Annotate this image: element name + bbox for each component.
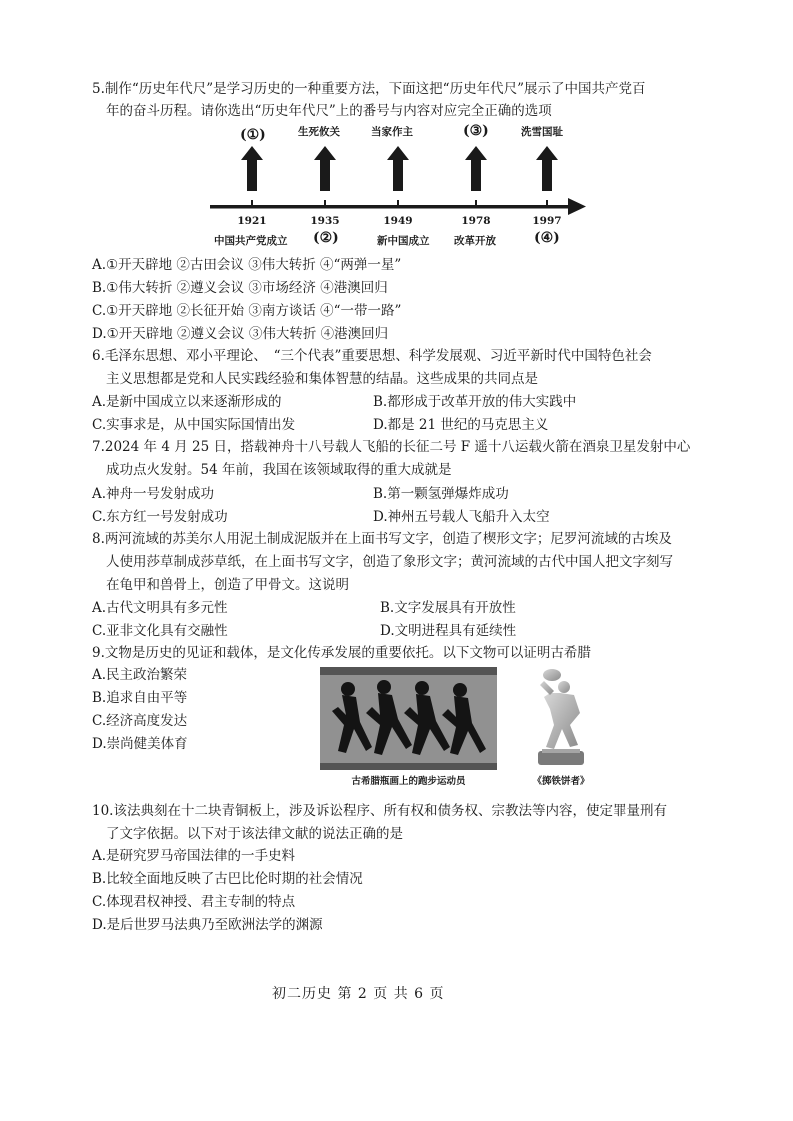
- timeline-bottom-label-2: (②): [313, 230, 339, 246]
- q8-option-a: A.古代文明具有多元性: [92, 600, 228, 616]
- page-footer: 初二历史 第 2 页 共 6 页: [272, 986, 445, 1002]
- timeline-bottom-label-1: 中国共产党成立: [214, 235, 288, 247]
- timeline-year-4: 1978: [461, 215, 491, 227]
- q10-option-c: C.体现君权神授、君主专制的特点: [92, 894, 296, 910]
- q9-option-d: D.崇尚健美体育: [92, 736, 188, 752]
- q7-stem-line2: 成功点火发射。54 年前，我国在该领域取得的重大成就是: [106, 462, 452, 478]
- timeline-arrow-1997: [536, 146, 558, 191]
- q8-option-d: D.文明进程具有延续性: [380, 623, 517, 639]
- q10-option-d: D.是后世罗马法典乃至欧洲法学的渊源: [92, 917, 323, 933]
- q10-option-b: B.比较全面地反映了古巴比伦时期的社会情况: [92, 871, 363, 887]
- q8-stem-line3: 在龟甲和兽骨上，创造了甲骨文。这说明: [106, 577, 349, 593]
- q7-option-a: A.神舟一号发射成功: [92, 486, 215, 502]
- timeline-arrow-1921: [241, 146, 263, 191]
- timeline-arrow-1935: [314, 146, 336, 191]
- discobolus-caption: 《掷铁饼者》: [532, 776, 590, 787]
- vase-painting-caption: 古希腊瓶画上的跑步运动员: [351, 776, 466, 787]
- timeline-top-label-1: (①): [240, 127, 266, 143]
- q5-option-d: D.①开天辟地 ②遵义会议 ③伟大转折 ④港澳回归: [92, 326, 389, 342]
- q10-option-a: A.是研究罗马帝国法律的一手史料: [92, 848, 296, 864]
- q5-stem-line2: 年的奋斗历程。请你选出“历史年代尺”上的番号与内容对应完全正确的选项: [106, 103, 552, 119]
- q8-option-c: C.亚非文化具有交融性: [92, 623, 228, 639]
- timeline-top-label-4: (③): [463, 123, 489, 139]
- q8-option-b: B.文字发展具有开放性: [380, 600, 516, 616]
- q6-option-d: D.都是 21 世纪的马克思主义: [373, 417, 549, 433]
- greek-vase-painting-image: [320, 667, 497, 770]
- q6-stem-line1: 6.毛泽东思想、邓小平理论、 “三个代表”重要思想、科学发展观、习近平新时代中国特色社会: [92, 348, 652, 364]
- q8-stem-line1: 8.两河流域的苏美尔人用泥土制成泥版并在上面书写文字，创造了楔形文字；尼罗河流域的古埃及: [92, 531, 672, 547]
- q7-option-b: B.第一颗氢弹爆炸成功: [373, 486, 509, 502]
- timeline-bottom-label-5: (④): [534, 230, 560, 246]
- timeline-axis: [210, 205, 572, 209]
- timeline-arrow-1949: [387, 146, 409, 191]
- history-timeline: [0, 0, 793, 260]
- q5-option-a: A.①开天辟地 ②古田会议 ③伟大转折 ④“两弹一星”: [92, 257, 402, 273]
- timeline-year-2: 1935: [310, 215, 340, 227]
- q6-option-b: B.都形成于改革开放的伟大实践中: [373, 394, 577, 410]
- q5-option-b: B.①伟大转折 ②遵义会议 ③市场经济 ④港澳回归: [92, 280, 388, 296]
- timeline-year-5: 1997: [532, 215, 562, 227]
- q9-option-b: B.追求自由平等: [92, 690, 188, 706]
- q5-option-c: C.①开天辟地 ②长征开始 ③南方谈话 ④“一带一路”: [92, 303, 402, 319]
- timeline-bottom-label-4: 改革开放: [454, 235, 496, 247]
- q9-option-a: A.民主政治繁荣: [92, 667, 188, 683]
- q9-option-c: C.经济高度发达: [92, 713, 188, 729]
- timeline-bottom-label-3: 新中国成立: [377, 235, 430, 247]
- q6-stem-line2: 主义思想都是党和人民实践经验和集体智慧的结晶。这些成果的共同点是: [106, 371, 538, 387]
- q9-stem-line1: 9.文物是历史的见证和载体，是文化传承发展的重要依托。以下文物可以证明古希腊: [92, 645, 591, 661]
- q5-stem-line1: 5.制作“历史年代尺”是学习历史的一种重要方法，下面这把“历史年代尺”展示了中国共产党百: [92, 81, 646, 97]
- q10-stem-line2: 了文字依据。以下对于该法律文献的说法正确的是: [106, 826, 403, 842]
- timeline-top-label-2: 生死攸关: [298, 126, 340, 138]
- q7-option-d: D.神州五号载人飞船升入太空: [373, 509, 550, 525]
- discobolus-statue-image: [530, 665, 592, 769]
- timeline-top-label-5: 洗雪国耻: [521, 126, 563, 138]
- q7-stem-line1: 7.2024 年 4 月 25 日，搭载神舟十八号载人飞船的长征二号 F 遥十八运载火箭在酒泉卫星发射中心: [92, 439, 691, 455]
- timeline-top-label-3: 当家作主: [371, 126, 413, 138]
- q7-option-c: C.东方红一号发射成功: [92, 509, 228, 525]
- q10-stem-line1: 10.该法典刻在十二块青铜板上，涉及诉讼程序、所有权和债务权、宗教法等内容，使定罪量刑有: [92, 803, 667, 819]
- timeline-arrow-1978: [465, 146, 487, 191]
- q6-option-a: A.是新中国成立以来逐渐形成的: [92, 394, 282, 410]
- q8-stem-line2: 人使用莎草制成莎草纸，在上面书写文字，创造了象形文字；黄河流域的古代中国人把文字刻写: [106, 554, 673, 570]
- timeline-axis-arrowhead: [568, 198, 586, 215]
- timeline-year-3: 1949: [383, 215, 413, 227]
- timeline-year-1: 1921: [237, 215, 267, 227]
- q6-option-c: C.实事求是，从中国实际国情出发: [92, 417, 296, 433]
